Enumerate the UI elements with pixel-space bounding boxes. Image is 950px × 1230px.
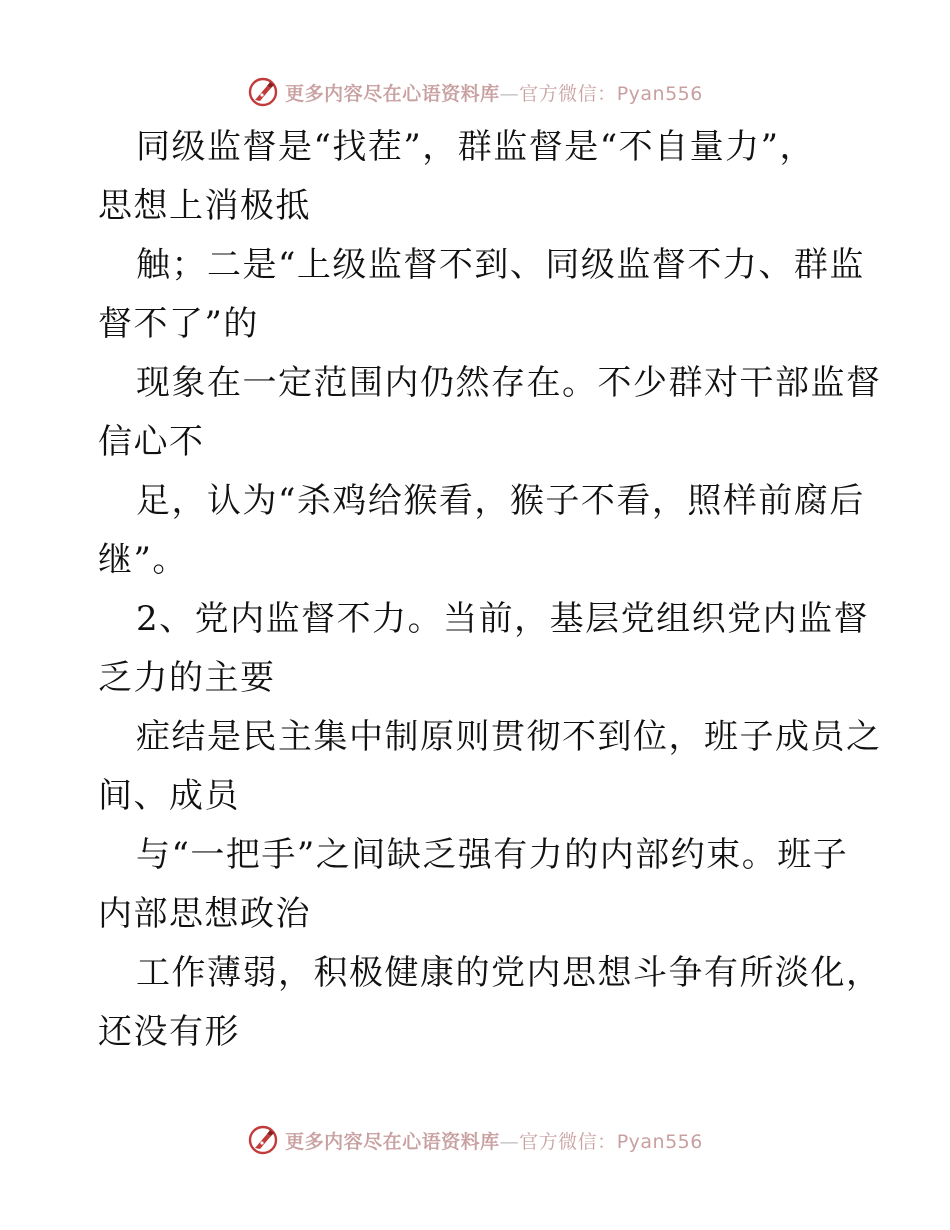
text-line: 2、党内监督不力。当前，基层党组织党内监督 [136, 599, 870, 639]
text-line: 触；二是“上级监督不到、同级监督不力、群监 [136, 245, 865, 285]
watermark-official-label: 官方微信： [519, 82, 617, 105]
text-line: 乏力的主要 [98, 658, 276, 698]
text-line: 与“一把手”之间缺乏强有力的内部约束。班子 [136, 835, 849, 875]
watermark-handle: Pyan556 [616, 1130, 703, 1153]
text-line: 足，认为“杀鸡给猴看，猴子不看，照样前腐后 [136, 481, 865, 521]
text-line: 信心不 [98, 422, 205, 462]
text-line: 间、成员 [98, 776, 240, 816]
header-watermark [0, 72, 950, 112]
watermark-separator: — [499, 82, 520, 105]
text-line: 思想上消极抵 [98, 186, 311, 226]
watermark-text [285, 79, 703, 106]
pen-nib-logo-icon [247, 1124, 279, 1156]
pen-nib-logo-icon [247, 76, 279, 108]
text-line: 继”。 [98, 540, 188, 580]
watermark-handle: Pyan556 [616, 82, 703, 105]
watermark-brand: 更多内容尽在心语资料库 [285, 1130, 500, 1153]
watermark-text [285, 1127, 703, 1154]
watermark-brand: 更多内容尽在心语资料库 [285, 82, 500, 105]
watermark-official-label: 官方微信： [519, 1130, 617, 1153]
text-line: 工作薄弱，积极健康的党内思想斗争有所淡化， [136, 953, 882, 993]
watermark-separator: — [499, 1130, 520, 1153]
document-body [98, 118, 882, 1062]
footer-watermark [0, 1120, 950, 1160]
text-line: 症结是民主集中制原则贯彻不到位，班子成员之 [136, 717, 882, 757]
text-line: 现象在一定范围内仍然存在。不少群对干部监督 [136, 363, 882, 403]
text-line: 内部思想政治 [98, 894, 311, 934]
text-line: 督不了”的 [98, 304, 259, 344]
text-line: 还没有形 [98, 1012, 240, 1052]
text-line: 同级监督是“找茬”，群监督是“不自量力”， [136, 127, 816, 167]
